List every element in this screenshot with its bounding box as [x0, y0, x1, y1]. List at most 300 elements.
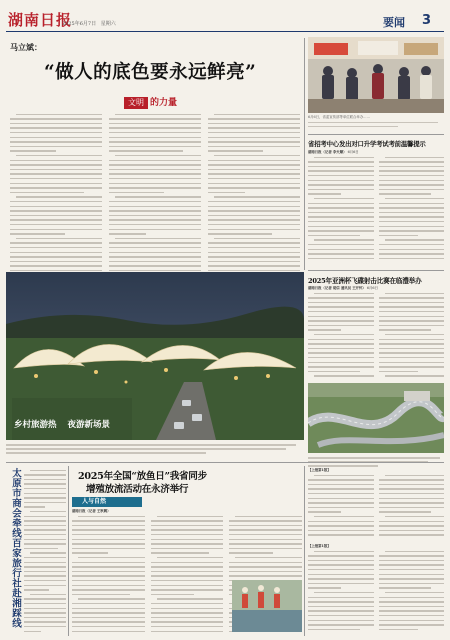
body-text-line	[308, 597, 374, 599]
body-text-line	[151, 589, 224, 591]
body-text-line	[10, 219, 102, 221]
body-text-line	[379, 530, 445, 532]
body-text-line	[314, 475, 374, 477]
body-text-line	[72, 520, 145, 522]
notice-2-head: 【上接第1版】	[308, 544, 331, 548]
body-text-line	[379, 161, 445, 163]
body-text-line	[109, 173, 201, 175]
body-text-line	[308, 521, 374, 523]
story-left-vertical	[6, 466, 66, 636]
body-text-line	[308, 325, 374, 327]
body-text-line	[379, 193, 431, 195]
notices	[308, 466, 444, 636]
body-text-line	[109, 164, 201, 166]
body-text-line	[24, 631, 41, 633]
body-text-line	[308, 212, 374, 214]
body-text-line	[229, 552, 273, 554]
body-text-line	[10, 178, 102, 180]
body-text-line	[208, 150, 263, 152]
body-text-line	[151, 534, 224, 536]
body-text-line	[379, 606, 445, 608]
photo-track-aerial	[308, 383, 444, 453]
body-text-line	[109, 192, 164, 194]
body-text-line	[235, 516, 302, 518]
body-text-line	[10, 127, 102, 129]
body-text-line	[72, 612, 145, 614]
body-text-line	[109, 141, 201, 143]
story-bottom-column-tag-text: 人与自然	[82, 498, 107, 505]
body-text-line	[308, 161, 374, 163]
body-text-line	[151, 529, 224, 531]
body-text-line	[214, 196, 300, 198]
body-text-line	[208, 173, 300, 175]
body-text-line	[308, 569, 374, 571]
body-text-line	[308, 189, 374, 191]
body-text-line	[379, 302, 445, 304]
body-text-line	[72, 589, 145, 591]
body-text-line	[151, 631, 224, 633]
body-text-line	[208, 219, 300, 221]
body-text-line	[379, 484, 445, 486]
body-text-line	[379, 352, 445, 354]
body-text-line	[10, 233, 65, 235]
top-photo-caption	[308, 115, 444, 131]
body-text-line	[379, 574, 445, 576]
body-text-line	[308, 587, 341, 589]
body-text-line	[308, 221, 374, 223]
body-text-line	[385, 157, 445, 159]
body-text-line	[72, 548, 145, 550]
bottom-center-divider	[304, 466, 305, 636]
body-text-line	[109, 233, 146, 235]
body-text-line	[314, 334, 374, 336]
body-text-line	[308, 339, 374, 341]
body-text-line	[24, 626, 66, 628]
story-right-1-title: 省招考中心发出对口升学考试考前温馨提示	[308, 140, 426, 148]
body-text-line	[16, 114, 102, 116]
body-text-line	[379, 306, 445, 308]
masthead-date	[62, 20, 116, 27]
story-right-1-byline: 湖南日报（记者 李夫顺）	[308, 150, 347, 154]
body-text-line	[109, 210, 201, 212]
body-text-line	[308, 498, 374, 500]
body-text-line	[314, 293, 374, 295]
story-bottom-column-tag	[72, 497, 142, 507]
body-text-line	[151, 562, 224, 564]
body-text-line	[208, 146, 300, 148]
body-text-line	[379, 253, 445, 255]
story-right-1-date: 6月6日	[347, 150, 359, 154]
body-text-line	[308, 507, 374, 509]
body-text-line	[379, 507, 445, 509]
right-story-divider	[308, 270, 444, 271]
body-text-line	[10, 261, 102, 263]
body-text-line	[208, 233, 272, 235]
body-text-line	[308, 203, 374, 205]
body-text-line	[379, 569, 445, 571]
body-text-line	[208, 252, 300, 254]
night-photo-title-left: 乡村旅游热	[14, 420, 57, 430]
body-text-line	[72, 571, 145, 573]
body-text-line	[214, 114, 300, 116]
body-text-line	[379, 555, 445, 557]
body-text-line	[24, 566, 66, 568]
body-text-line	[308, 502, 374, 504]
body-text-line	[151, 603, 224, 605]
night-tourism-photo	[6, 272, 304, 440]
body-text-line	[72, 580, 145, 582]
body-text-line	[379, 166, 445, 168]
body-text-line	[151, 548, 224, 550]
body-text-line	[208, 123, 300, 125]
body-text-line	[379, 212, 445, 214]
story-left-vertical-title: 太原市商会牵线百家旅行社赴湘踩线	[10, 468, 21, 628]
body-text-line	[151, 626, 224, 628]
date-text: 2025年6月7日	[62, 21, 97, 27]
body-text-line	[72, 594, 130, 596]
body-text-line	[379, 320, 445, 322]
body-text-line	[308, 488, 374, 490]
body-text-line	[24, 557, 66, 559]
body-text-line	[78, 557, 145, 559]
weekday-text: 星期六	[100, 21, 116, 27]
notice-1-head: 【上接第1版】	[308, 468, 331, 472]
body-text-line	[379, 180, 445, 182]
body-text-line	[208, 256, 300, 258]
body-text-line	[379, 325, 445, 327]
body-text-line	[308, 534, 374, 536]
story-bottom-title-2: 增殖放流活动在永济举行	[86, 484, 189, 495]
body-text-line	[314, 239, 374, 241]
body-text-line	[308, 610, 374, 612]
body-text-line	[109, 178, 201, 180]
body-text-line	[30, 511, 66, 513]
body-text-line	[208, 265, 300, 267]
body-text-line	[379, 629, 418, 631]
body-text-line	[10, 123, 102, 125]
body-text-line	[385, 334, 445, 336]
body-text-line	[109, 229, 201, 231]
mid-horizontal-rule	[6, 462, 444, 463]
body-text-line	[379, 203, 445, 205]
body-text-line	[10, 247, 102, 249]
body-text-line	[308, 479, 374, 481]
body-text-line	[151, 612, 224, 614]
body-text-line	[314, 551, 374, 553]
body-text-line	[308, 226, 374, 228]
body-text-line	[109, 265, 201, 267]
body-text-line	[379, 488, 445, 490]
body-text-line	[308, 184, 374, 186]
body-text-line	[379, 366, 445, 368]
body-text-line	[229, 525, 302, 527]
body-text-line	[308, 615, 374, 617]
body-text-line	[10, 146, 102, 148]
body-text-line	[379, 343, 445, 345]
body-text-line	[151, 580, 224, 582]
body-text-line	[385, 239, 445, 241]
body-text-line	[208, 160, 300, 162]
body-text-line	[151, 594, 195, 596]
body-text-line	[208, 210, 300, 212]
body-text-line	[30, 594, 66, 596]
body-text-line	[109, 219, 201, 221]
body-text-line	[208, 183, 300, 185]
top-photo-caption-text: 6月6日，省委宣传部等单位联合举办……	[308, 115, 370, 119]
body-text-line	[314, 592, 374, 594]
body-text-line	[379, 615, 445, 617]
body-text-line	[379, 170, 445, 172]
body-text-line	[314, 198, 374, 200]
body-text-line	[72, 631, 145, 633]
body-text-line	[308, 320, 374, 322]
body-text-line	[78, 516, 145, 518]
lead-title: “做人的底色要永远鲜亮”	[44, 62, 257, 83]
body-text-line	[109, 242, 201, 244]
body-text-line	[385, 551, 445, 553]
body-text-line	[24, 483, 66, 485]
body-text-line	[115, 238, 201, 240]
body-text-line	[151, 566, 224, 568]
body-text-line	[379, 216, 445, 218]
body-text-line	[10, 118, 102, 120]
body-text-line	[308, 244, 374, 246]
lead-body	[10, 112, 300, 292]
body-text-line	[308, 343, 374, 345]
section-title: 要闻	[383, 16, 405, 29]
body-text-line	[24, 502, 66, 504]
body-text-line	[151, 621, 224, 623]
body-text-line	[24, 534, 66, 536]
body-text-line	[385, 516, 445, 518]
body-text-line	[308, 620, 374, 622]
story-right-1-lead	[308, 150, 444, 155]
body-text-line	[24, 506, 45, 508]
body-text-line	[10, 141, 102, 143]
body-text-line	[10, 183, 102, 185]
body-text-line	[379, 583, 445, 585]
masthead-rule	[6, 31, 444, 32]
body-text-line	[379, 502, 445, 504]
body-text-line	[379, 311, 445, 313]
body-text-line	[308, 560, 374, 562]
body-text-line	[308, 578, 374, 580]
body-text-line	[379, 329, 431, 331]
body-text-line	[24, 589, 49, 591]
body-text-line	[379, 297, 445, 299]
body-text-line	[16, 238, 102, 240]
body-text-line	[379, 357, 445, 359]
body-text-line	[24, 479, 66, 481]
body-text-line	[208, 206, 300, 208]
body-text-line	[379, 221, 445, 223]
body-text-line	[308, 583, 374, 585]
body-text-line	[72, 585, 145, 587]
top-photo-caption-filler	[308, 120, 444, 130]
body-text-line	[308, 306, 374, 308]
story-right-1	[308, 137, 444, 267]
body-text-line	[385, 198, 445, 200]
body-text-line	[208, 224, 300, 226]
column-tag-rest: 的力量	[150, 98, 178, 108]
body-text-line	[214, 238, 300, 240]
body-text-line	[115, 196, 201, 198]
body-text-line	[308, 249, 374, 251]
night-photo-caption	[6, 442, 304, 460]
body-text-line	[385, 592, 445, 594]
body-text-line	[109, 123, 201, 125]
body-text-line	[157, 557, 224, 559]
body-text-line	[10, 160, 102, 162]
body-text-line	[208, 127, 300, 129]
body-text-line	[308, 601, 374, 603]
body-text-line	[109, 118, 201, 120]
body-text-line	[115, 155, 201, 157]
body-text-line	[308, 357, 374, 359]
body-text-line	[208, 169, 300, 171]
body-text-line	[379, 601, 445, 603]
story-right-2-date: 6月6日	[366, 286, 378, 290]
body-text-line	[308, 193, 341, 195]
body-text-line	[379, 249, 445, 251]
body-text-line	[308, 253, 374, 255]
body-text-line	[151, 520, 224, 522]
body-text-line	[109, 146, 201, 148]
body-text-line	[214, 155, 300, 157]
body-text-line	[379, 244, 445, 246]
body-text-line	[109, 247, 201, 249]
body-text-line	[314, 516, 374, 518]
body-text-line	[10, 252, 102, 254]
story-right-2-title: 2025年亚洲杯飞碟射击比赛在临澧举办	[308, 277, 422, 285]
body-text-line	[10, 201, 102, 203]
body-text-line	[24, 493, 66, 495]
body-text-line	[109, 261, 201, 263]
body-text-line	[208, 247, 300, 249]
lead-divider	[304, 38, 305, 270]
body-text-line	[308, 230, 374, 232]
body-text-line	[379, 235, 418, 237]
story-right-2-body	[308, 291, 444, 381]
body-text-line	[208, 118, 300, 120]
body-text-line	[308, 606, 374, 608]
body-text-line	[379, 207, 445, 209]
body-text-line	[24, 580, 66, 582]
body-text-line	[10, 242, 102, 244]
body-text-line	[308, 258, 374, 260]
body-text-line	[308, 371, 360, 373]
body-text-line	[72, 603, 145, 605]
page-number: 3	[422, 13, 432, 28]
body-text-line	[72, 534, 145, 536]
body-text-line	[30, 470, 66, 472]
body-text-line	[379, 578, 445, 580]
body-text-line	[308, 297, 374, 299]
body-text-line	[72, 566, 145, 568]
body-text-line	[229, 520, 302, 522]
body-text-line	[109, 183, 201, 185]
lead-story	[6, 36, 302, 296]
night-photo-title	[14, 418, 110, 430]
body-text-line	[229, 543, 302, 545]
body-text-line	[208, 187, 300, 189]
body-text-line	[379, 362, 445, 364]
body-text-line	[151, 617, 224, 619]
body-text-line	[308, 564, 374, 566]
body-text-line	[10, 132, 102, 134]
body-text-line	[379, 511, 431, 513]
body-text-line	[10, 137, 102, 139]
body-text-line	[24, 529, 66, 531]
story-right-1-body	[308, 155, 444, 265]
body-text-line	[24, 488, 66, 490]
body-text-line	[229, 539, 302, 541]
body-text-line	[24, 525, 66, 527]
body-text-line	[78, 598, 145, 600]
body-text-line	[151, 571, 224, 573]
body-text-line	[72, 562, 145, 564]
body-text-line	[24, 562, 66, 564]
body-text-line	[151, 543, 224, 545]
story-left-vertical-body	[24, 468, 66, 634]
body-text-line	[151, 575, 224, 577]
body-text-line	[308, 493, 374, 495]
body-text-line	[24, 621, 66, 623]
body-text-line	[208, 164, 300, 166]
body-text-line	[72, 621, 145, 623]
body-text-line	[24, 543, 66, 545]
body-text-line	[10, 150, 56, 152]
body-text-line	[379, 587, 431, 589]
body-text-line	[308, 484, 374, 486]
track-photo	[308, 383, 444, 453]
top-right-rule	[308, 134, 444, 135]
body-text-line	[208, 132, 300, 134]
body-text-line	[379, 339, 445, 341]
body-text-line	[151, 539, 224, 541]
body-text-line	[151, 525, 224, 527]
body-text-line	[109, 252, 201, 254]
body-text-line	[72, 617, 145, 619]
body-text-line	[379, 525, 445, 527]
body-text-line	[208, 261, 300, 263]
body-text-line	[379, 534, 445, 536]
body-text-line	[24, 474, 66, 476]
body-text-line	[379, 610, 445, 612]
body-text-line	[229, 566, 302, 568]
body-text-line	[308, 629, 360, 631]
body-text-line	[10, 210, 102, 212]
body-text-line	[24, 571, 66, 573]
body-text-line	[109, 127, 201, 129]
body-text-line	[379, 521, 445, 523]
body-text-line	[308, 216, 374, 218]
body-text-line	[314, 375, 374, 377]
body-text-line	[157, 516, 224, 518]
body-text-line	[109, 201, 201, 203]
story-right-2-lead	[308, 286, 444, 291]
body-text-line	[10, 164, 102, 166]
body-text-line	[308, 302, 374, 304]
body-text-line	[208, 141, 300, 143]
body-text-line	[10, 224, 102, 226]
body-text-line	[24, 516, 66, 518]
body-text-line	[308, 180, 374, 182]
body-text-line	[208, 192, 245, 194]
body-text-line	[10, 192, 84, 194]
body-text-line	[208, 201, 300, 203]
body-text-line	[308, 511, 341, 513]
